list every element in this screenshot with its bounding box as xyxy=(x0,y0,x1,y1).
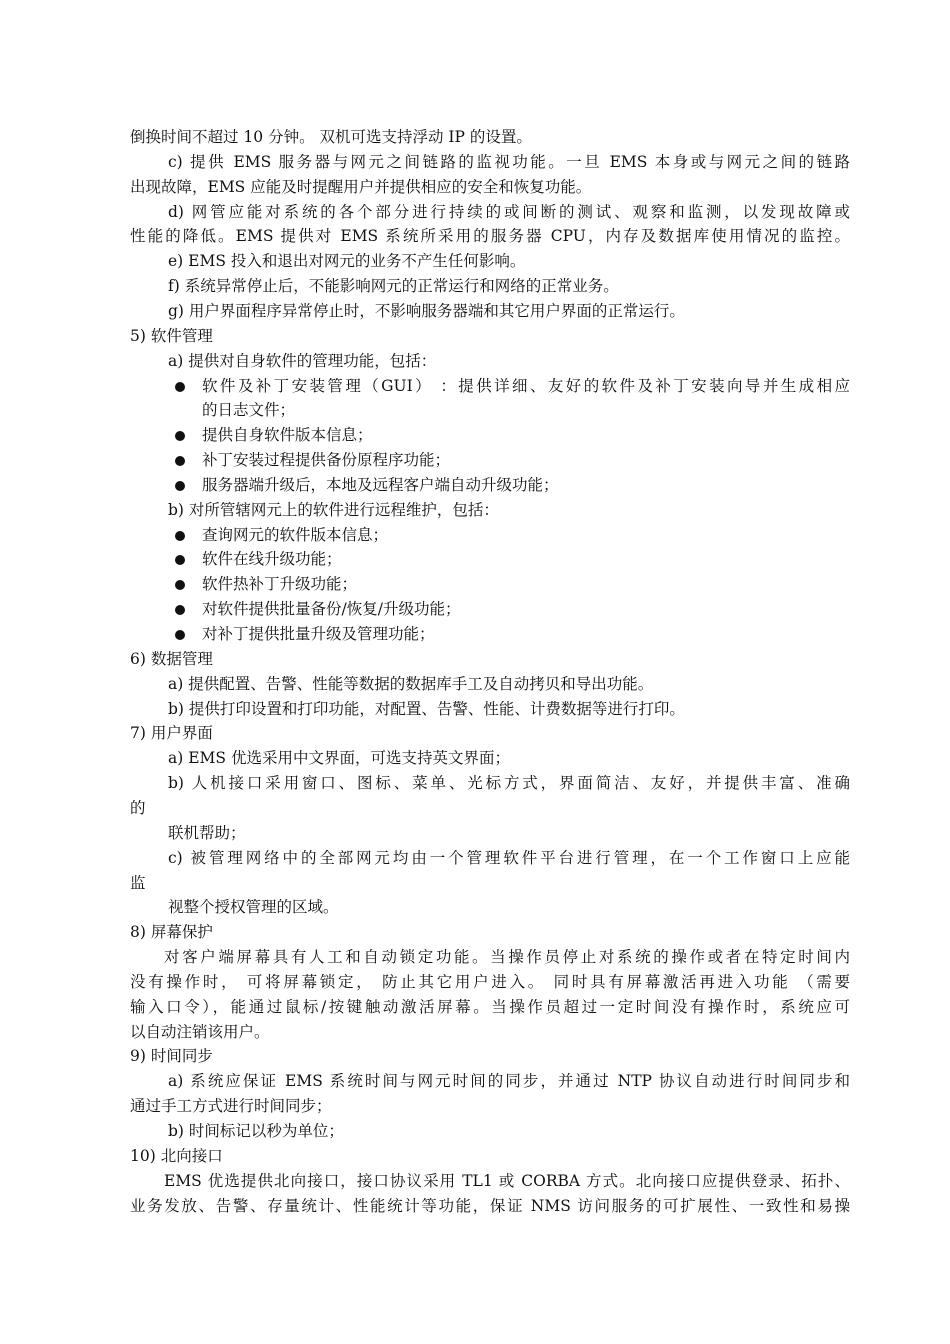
text-line: d) 网管应能对系统的各个部分进行持续的或间断的测试、观察和监测，以发现故障或 xyxy=(168,202,850,221)
text-line: 以自动注销该用户。 xyxy=(130,1022,270,1041)
bullet-icon xyxy=(172,622,188,647)
text-line: a) 系统应保证 EMS 系统时间与网元时间的同步，并通过 NTP 协议自动进行时间同步和 xyxy=(168,1072,850,1091)
text-line: 5) 软件管理 xyxy=(130,326,213,345)
text-line: 的日志文件； xyxy=(202,401,296,420)
text-line: f) 系统异常停止后，不能影响网元的正常运行和网络的正常业务。 xyxy=(168,277,619,296)
text-line: 9) 时间同步 xyxy=(130,1047,213,1066)
text-line: 对软件提供批量备份/恢复/升级功能； xyxy=(202,600,461,619)
text-line: 8) 屏幕保护 xyxy=(130,923,213,942)
text-line: c) 被管理网络中的全部网元均由一个管理软件平台进行管理，在一个工作窗口上应能 xyxy=(168,848,850,867)
text-line: 联机帮助； xyxy=(168,823,246,842)
text-line: 通过手工方式进行时间同步； xyxy=(130,1097,332,1116)
bullet-icon xyxy=(172,374,188,399)
text-line: 视整个授权管理的区域。 xyxy=(168,898,339,917)
text-line: 对补丁提供批量升级及管理功能； xyxy=(202,625,435,643)
text-line: 出现故障，EMS 应能及时提醒用户并提供相应的安全和恢复功能。 xyxy=(130,177,592,196)
text-line: 软件及补丁安装管理（GUI） ：提供详细、友好的软件及补丁安装向导并生成相应 xyxy=(202,376,850,395)
text-line: e) EMS 投入和退出对网元的业务不产生任何影响。 xyxy=(168,252,526,271)
text-line: 补丁安装过程提供备份原程序功能； xyxy=(202,451,451,470)
bullet-icon xyxy=(172,423,188,448)
bullet-icon xyxy=(172,597,188,622)
text-line: b) 人机接口采用窗口、图标、菜单、光标方式，界面简洁、友好，并提供丰富、准确 xyxy=(168,774,850,793)
text-line: a) 提供配置、告警、性能等数据的数据库手工及自动拷贝和导出功能。 xyxy=(168,674,654,693)
text-line: 查询网元的软件版本信息； xyxy=(202,525,389,544)
text-line: b) 提供打印设置和打印功能，对配置、告警、性能、计费数据等进行打印。 xyxy=(168,699,685,718)
text-line: 软件热补丁升级功能； xyxy=(202,575,358,594)
text-line: c) 提供 EMS 服务器与网元之间链路的监视功能。一旦 EMS 本身或与网元之间的链路 xyxy=(168,152,850,171)
text-line: g) 用户界面程序异常停止时，不影响服务器端和其它用户界面的正常运行。 xyxy=(168,301,685,320)
text-line: b) 时间标记以秒为单位； xyxy=(168,1122,344,1140)
bullet-icon xyxy=(172,473,188,498)
text-line: 10) 北向接口 xyxy=(130,1146,223,1165)
text-line: a) EMS 优选采用中文界面，可选支持英文界面； xyxy=(168,749,510,768)
text-line: 服务器端升级后，本地及远程客户端自动升级功能； xyxy=(202,475,559,494)
text-line: 7) 用户界面 xyxy=(130,724,213,743)
text-line: 倒换时间不超过 10 分钟。 双机可选支持浮动 IP 的设置。 xyxy=(130,128,532,146)
text-line: 输入口令），能通过鼠标/按键触动激活屏幕。当操作员超过一定时间没有操作时，系统应可 xyxy=(130,997,850,1016)
text-line: 软件在线升级功能； xyxy=(202,550,342,569)
text-line: 6) 数据管理 xyxy=(130,649,213,668)
text-line: 监 xyxy=(130,873,146,892)
text-line: 业务发放、告警、存量统计、性能统计等功能，保证 NMS 访问服务的可扩展性、一致性和易操 xyxy=(130,1196,850,1215)
bullet-icon xyxy=(172,547,188,572)
text-line: 没有操作时， 可将屏幕锁定， 防止其它用户进入。 同时具有屏幕激活再进入功能 （需要 xyxy=(130,972,850,991)
text-line: 性能的降低。EMS 提供对 EMS 系统所采用的服务器 CPU，内存及数据库使用情况的监控。 xyxy=(130,227,850,246)
bullet-icon xyxy=(172,448,188,473)
text-line: a) 提供对自身软件的管理功能，包括： xyxy=(168,351,437,370)
text-line: b) 对所管辖网元上的软件进行远程维护，包括： xyxy=(168,500,499,519)
text-line: 提供自身软件版本信息； xyxy=(202,426,373,445)
text-line: 对客户端屏幕具有人工和自动锁定功能。当操作员停止对系统的操作或者在特定时间内 xyxy=(164,948,850,967)
bullet-icon xyxy=(172,523,188,548)
text-line: 的 xyxy=(130,798,146,817)
text-line: EMS 优选提供北向接口，接口协议采用 TL1 或 CORBA 方式。北向接口应提供登录、拓扑、 xyxy=(164,1171,850,1190)
bullet-icon xyxy=(172,572,188,597)
